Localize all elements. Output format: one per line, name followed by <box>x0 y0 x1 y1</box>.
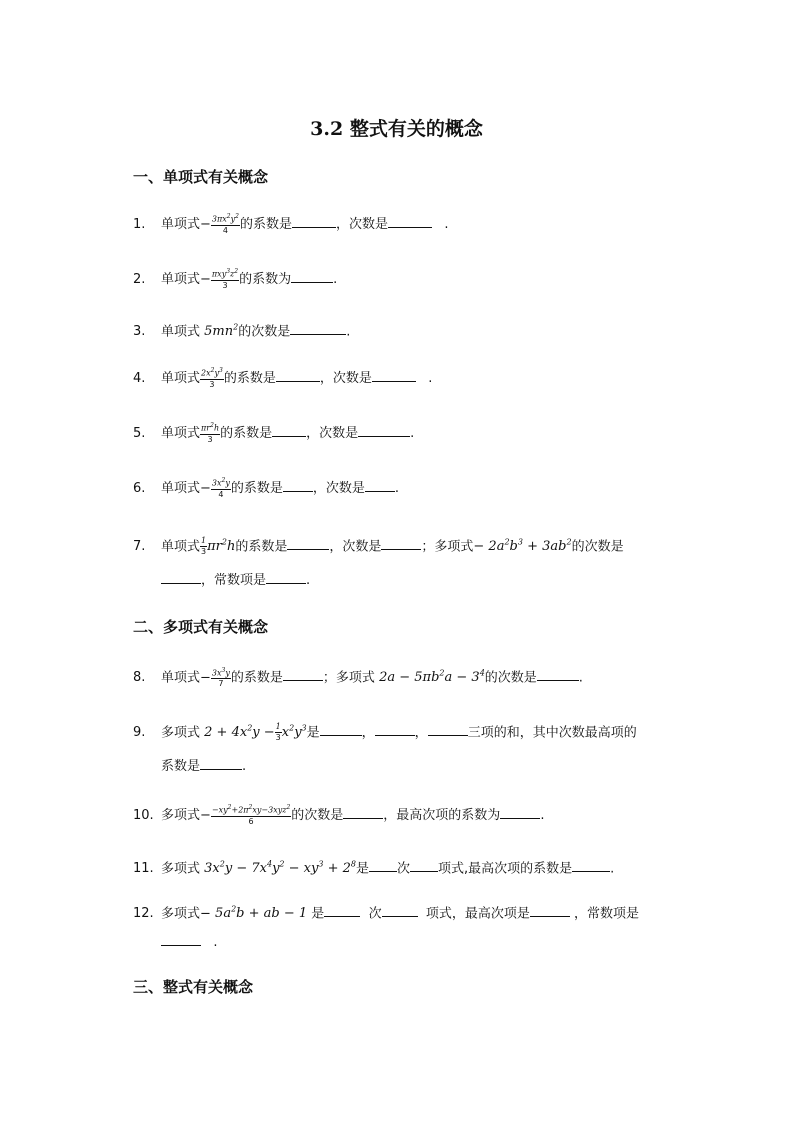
answer-blank[interactable] <box>161 570 201 584</box>
question-1: 1. 单项式− $\frac{3\pi x^2y^2}{4}$ 的系数是 ，次数是 . <box>133 213 449 235</box>
answer-blank[interactable] <box>283 667 323 681</box>
fraction: $\frac{1}{3}$ <box>275 722 281 743</box>
question-6: 6. 单项式− $\frac{3x^2y}{4}$ 的系数是 ，次数是 . <box>133 477 400 499</box>
question-9: 9. 多项式 $2 + 4x^2y$ − $\frac{1}{3}$ $x^2y^3$是 ， ， 三项的和，其中次数最高项的 <box>133 722 637 743</box>
fraction: $\frac{3x^3y}{7}$ <box>211 666 230 689</box>
question-7-continued: ，常数项是 . <box>161 570 310 591</box>
answer-blank[interactable] <box>292 214 336 228</box>
question-5: 5. 单项式 $\frac{\pi r^2h}{3}$ 的系数是 ，次数是 . <box>133 422 415 444</box>
question-10: 10. 多项式− $\frac{-xy^2+2\pi^2xy-3xyz^2}{6}$ 的次数是 ，最高次项的系数为 . <box>133 804 545 826</box>
answer-blank[interactable] <box>537 667 579 681</box>
answer-blank[interactable] <box>428 722 468 736</box>
section-heading-monomial: 一、单项式有关概念 <box>133 168 269 186</box>
question-number: 1. <box>133 217 146 232</box>
question-3: 3. 单项式 $5mn^2$的次数是 . <box>133 323 351 340</box>
answer-blank[interactable] <box>375 722 415 736</box>
fraction: $\frac{-xy^2+2\pi^2xy-3xyz^2}{6}$ <box>211 804 291 826</box>
answer-blank[interactable] <box>343 805 383 819</box>
answer-blank[interactable] <box>500 805 540 819</box>
question-12-continued: . <box>161 932 218 953</box>
answer-blank[interactable] <box>320 722 362 736</box>
answer-blank[interactable] <box>369 858 397 872</box>
answer-blank[interactable] <box>572 858 610 872</box>
answer-blank[interactable] <box>272 423 306 437</box>
answer-blank[interactable] <box>266 570 306 584</box>
fraction: $\frac{\pi xy^3z^2}{3}$ <box>211 268 239 290</box>
answer-blank[interactable] <box>161 932 201 946</box>
answer-blank[interactable] <box>372 368 416 382</box>
question-11: 11. 多项式 $3x^2y - 7x^4y^2 - xy^3 + 2^8$是 次 项式,最高次项的系数是 . <box>133 860 615 877</box>
fraction: $\frac{3\pi x^2y^2}{4}$ <box>211 213 239 235</box>
question-12: 12. 多项式− $5a^2b$ + ab − 1 是 次 项式，最高次项是 ，常数项是 <box>133 905 640 922</box>
page-title: 3.2 整式有关的概念 <box>310 118 483 140</box>
answer-blank[interactable] <box>287 536 329 550</box>
fraction: $\frac{2x^2y^3}{3}$ <box>201 367 223 389</box>
question-8: 8. 单项式− $\frac{3x^3y}{7}$ 的系数是 ；多项式 $2a - 5\pi b^2a - 3^4$的次数是 . <box>133 666 583 689</box>
section-heading-integral-expression: 三、整式有关概念 <box>133 978 254 996</box>
answer-blank[interactable] <box>290 321 346 335</box>
answer-blank[interactable] <box>358 423 410 437</box>
answer-blank[interactable] <box>324 903 360 917</box>
answer-blank[interactable] <box>276 368 320 382</box>
answer-blank[interactable] <box>291 269 333 283</box>
question-7: 7. 单项式 $\frac{1}{3}$ $\pi r^2h$的系数是 ，次数是 ；多项式− $2a^2b^3 + 3ab^2$的次数是 <box>133 536 624 557</box>
answer-blank[interactable] <box>388 214 432 228</box>
answer-blank[interactable] <box>200 756 242 770</box>
answer-blank[interactable] <box>283 478 313 492</box>
question-2: 2. 单项式− $\frac{\pi xy^3z^2}{3}$ 的系数为 . <box>133 268 338 290</box>
fraction: $\frac{1}{3}$ <box>201 536 207 557</box>
question-9-continued: 系数是 . <box>161 756 246 777</box>
section-heading-polynomial: 二、多项式有关概念 <box>133 618 269 636</box>
question-text: 单项式 <box>161 217 201 232</box>
answer-blank[interactable] <box>530 903 570 917</box>
answer-blank[interactable] <box>382 903 418 917</box>
fraction: $\frac{\pi r^2h}{3}$ <box>201 422 220 444</box>
answer-blank[interactable] <box>381 536 421 550</box>
fraction: $\frac{3x^2y}{4}$ <box>211 477 230 499</box>
question-4: 4. 单项式 $\frac{2x^2y^3}{3}$ 的系数是 ，次数是 . <box>133 367 433 389</box>
answer-blank[interactable] <box>410 858 438 872</box>
answer-blank[interactable] <box>365 478 395 492</box>
